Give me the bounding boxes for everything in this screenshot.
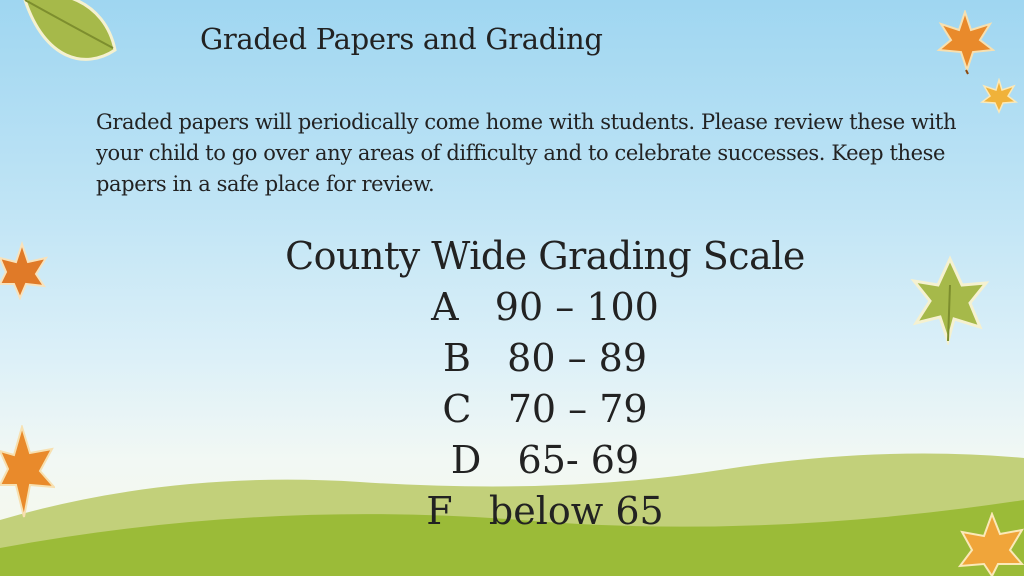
grade-row-c: C 70 – 79 bbox=[442, 387, 648, 431]
grade-row-f: F below 65 bbox=[426, 489, 664, 533]
leaf-icon bbox=[910, 255, 990, 345]
grade-row-a: A 90 – 100 bbox=[431, 285, 659, 329]
maple-leaf-icon bbox=[958, 512, 1024, 576]
grade-row-d: D 65- 69 bbox=[450, 438, 640, 482]
grading-scale-title: County Wide Grading Scale bbox=[285, 234, 805, 278]
maple-leaf-icon bbox=[0, 425, 55, 520]
grade-row-b: B 80 – 89 bbox=[442, 336, 648, 380]
slide-title: Graded Papers and Grading bbox=[200, 22, 603, 56]
leaf-icon bbox=[15, 0, 125, 80]
grading-scale bbox=[280, 230, 810, 537]
intro-paragraph: Graded papers will periodically come home with students. Please review these with your child to go over any areas of difficulty and to celebrate successes. Keep these papers in a safe place for review. bbox=[96, 110, 957, 196]
maple-leaf-icon bbox=[935, 10, 995, 75]
maple-leaf-icon bbox=[0, 240, 48, 300]
